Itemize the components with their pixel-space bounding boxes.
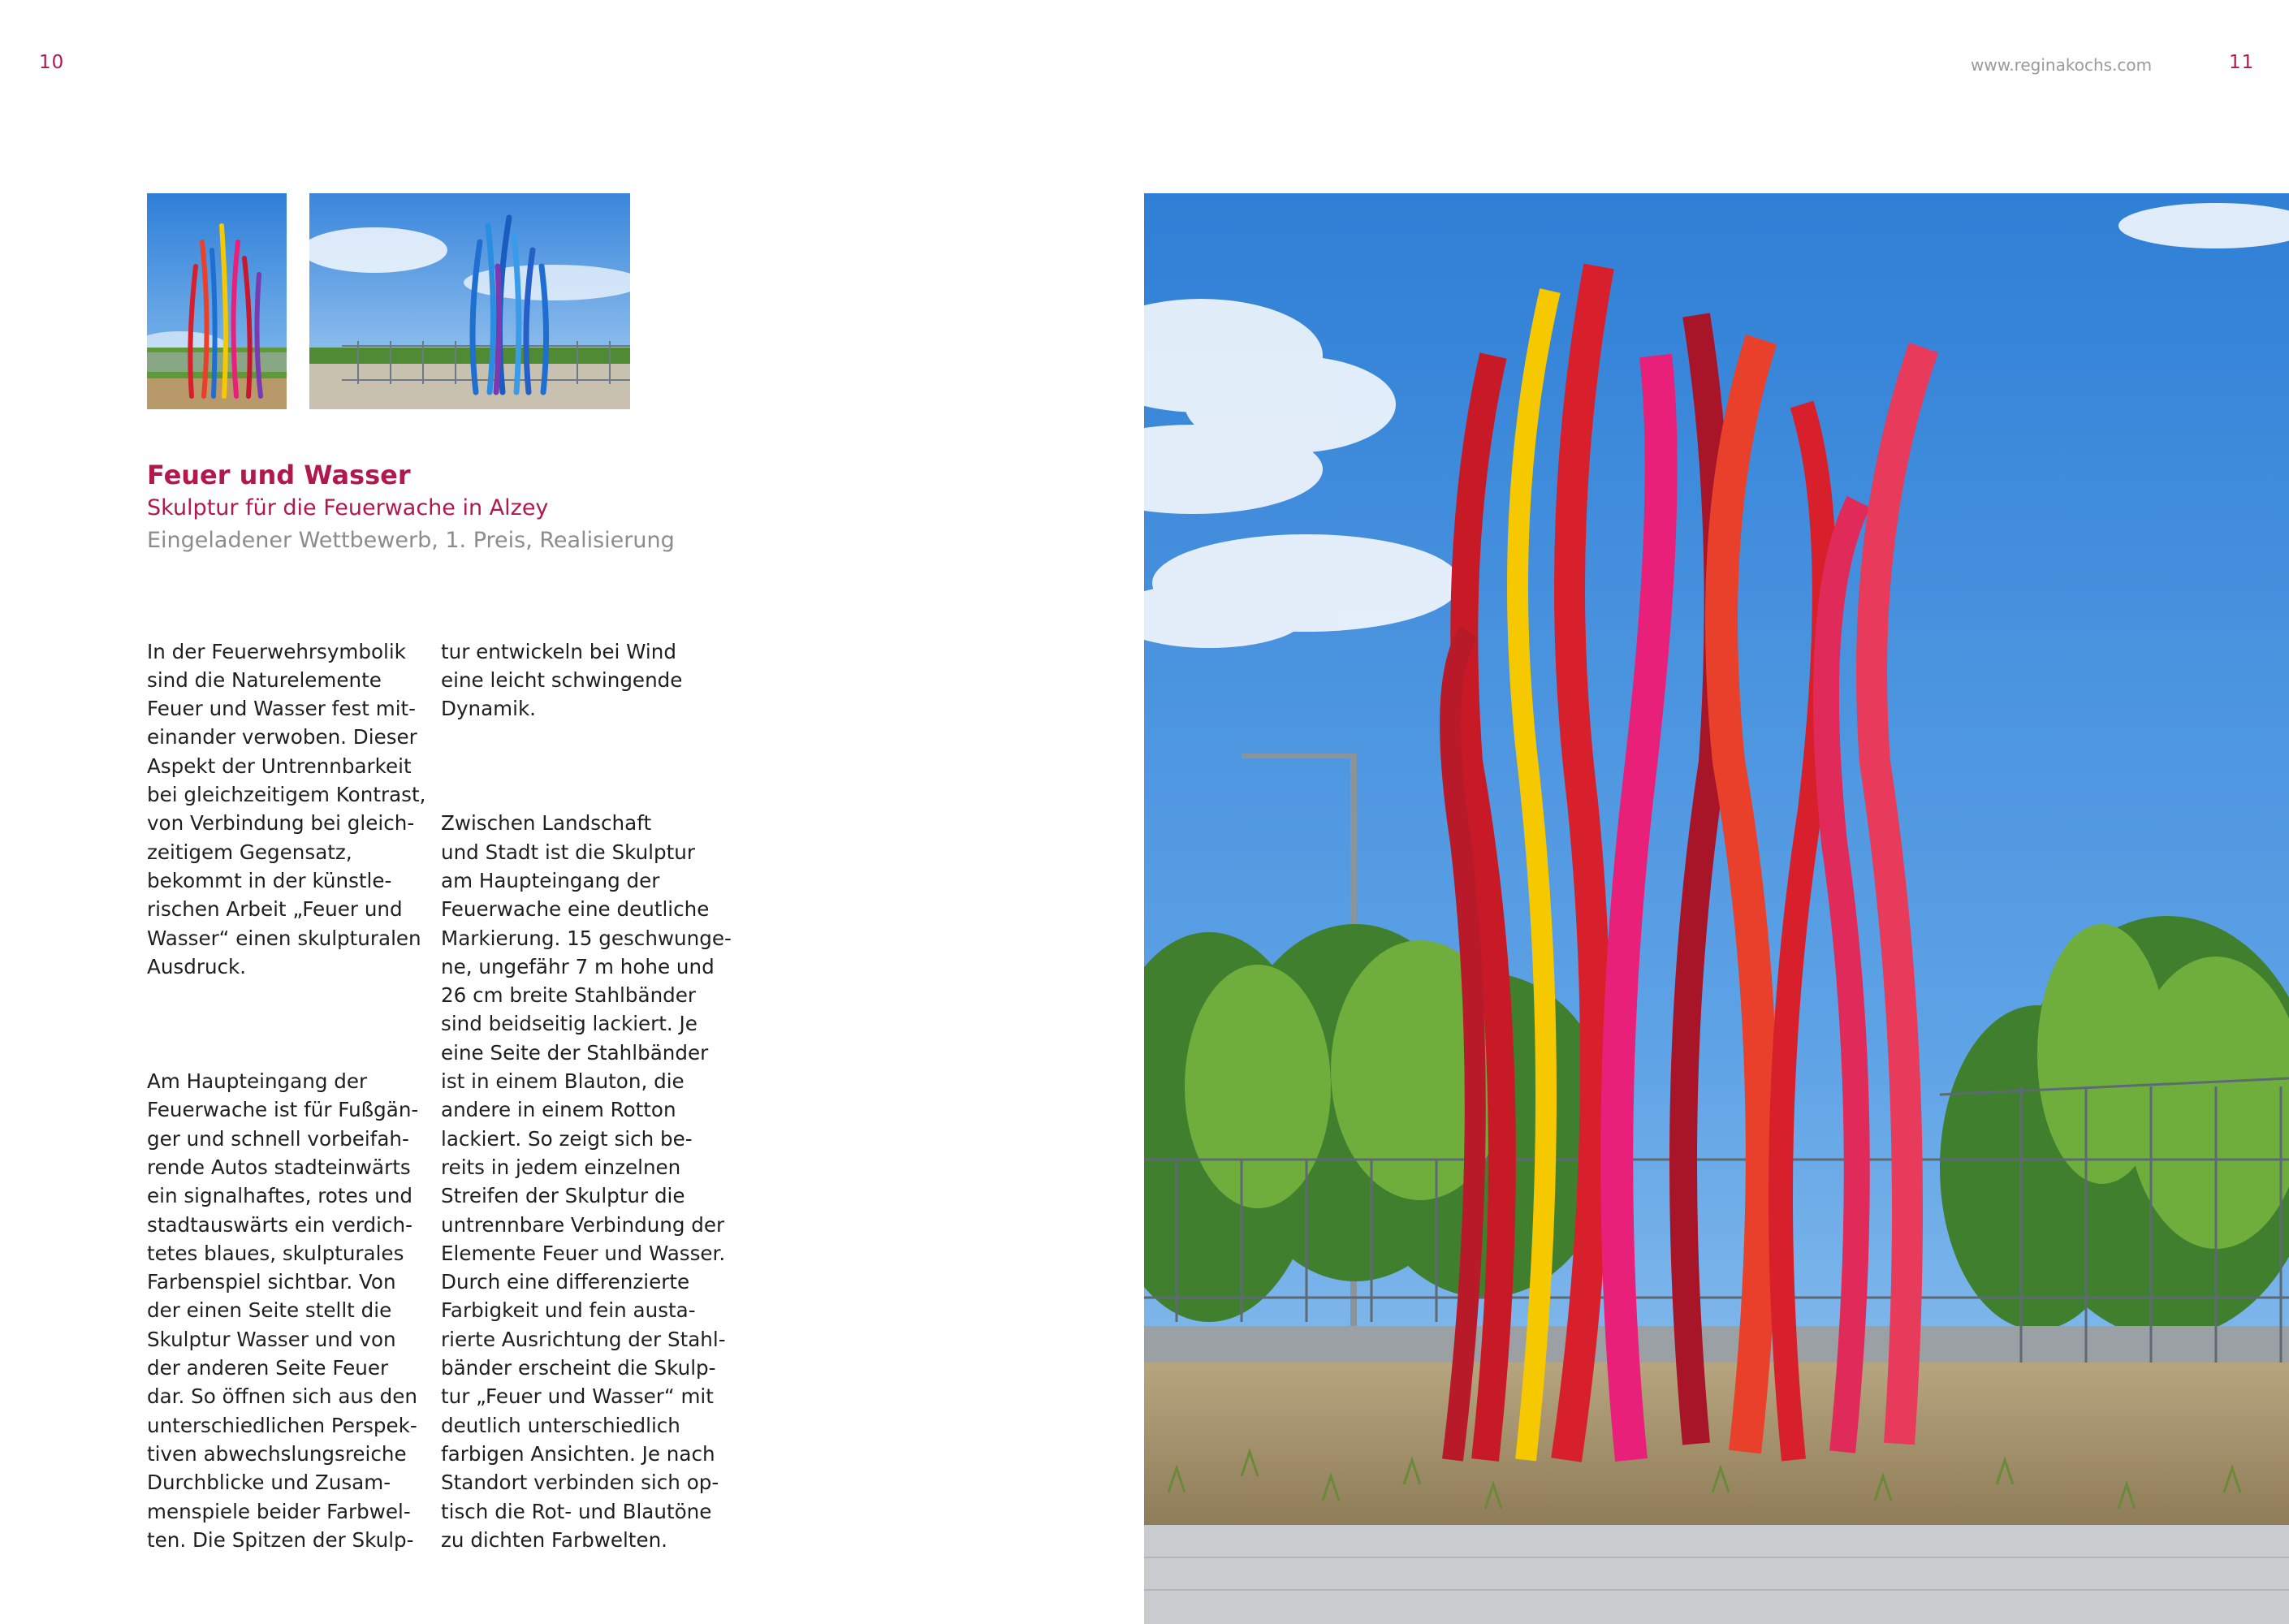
thumbnail-photo-blue-side: [309, 193, 630, 409]
page-number-right: 11: [2229, 52, 2255, 73]
main-sculpture-photo: [1144, 193, 2289, 1624]
page-number-left: 10: [39, 52, 65, 73]
paragraph: Zwischen Landschaft und Stadt ist die Skulptur am Haupteingang der Feuerwache eine deutliche Markierung. 15 geschwunge- ne, ungefähr 7 m hohe und 26 cm breite Stahlbänder sind beidseitig lackiert. Je eine Seite der Stahlbänder ist in einem Blauton, die andere in einem Rotton lackiert. So zeigt sich be- reits in jedem einzelnen Streifen der Skulptur die untrennbare Verbindung der Elemente Feuer und Wasser. Durch eine differenzierte Farbigkeit und fein austa- rierte Ausrichtung der Stahl- bänder erscheint die Skulp- tur „Feuer und Wasser“ mit deutlich unterschiedlich farbigen Ansichten. Je nach Standort verbinden sich op- tisch die Rot- und Blautöne zu dichten Farbwelten.: [441, 811, 732, 1552]
thumbnail-photo-red-side: [147, 193, 287, 409]
paragraph: Am Haupteingang der Feuerwache ist für Fußgän- ger und schnell vorbeifah- rende Autos stadteinwärts ein signalhaftes, rotes und stadtauswärts ein verdich- tetes blaues, skulpturales Farbenspiel sichtbar. Von der einen Seite stellt die Skulptur Wasser und von der anderen Seite Feuer dar. So öffnen sich aus den unterschiedlichen Perspek- tiven abwechslungsreiche Durchblicke und Zusam- menspiele beider Farbwel- ten. Die Spitzen der Skulp-: [147, 1069, 419, 1552]
body-text-column-1: [147, 580, 427, 1612]
website-url: www.reginakochs.com: [1971, 55, 2153, 75]
artwork-subtitle: Skulptur für die Feuerwache in Alzey: [147, 495, 549, 520]
competition-info: Eingeladener Wettbewerb, 1. Preis, Realisierung: [147, 528, 675, 553]
paragraph: tur entwickeln bei Wind eine leicht schwingende Dynamik.: [441, 639, 683, 721]
artwork-title: Feuer und Wasser: [147, 460, 411, 490]
body-text-column-2: [441, 580, 732, 1612]
paragraph: In der Feuerwehrsymbolik sind die Naturelemente Feuer und Wasser fest mit- einander verwoben. Dieser Aspekt der Untrennbarkeit bei gleichzeitigem Kontrast, von Verbindung bei gleich- zeitigem Gegensatz, bekommt in der künstle- rischen Arbeit „Feuer und Wasser“ einen skulpturalen Ausdruck.: [147, 639, 426, 978]
